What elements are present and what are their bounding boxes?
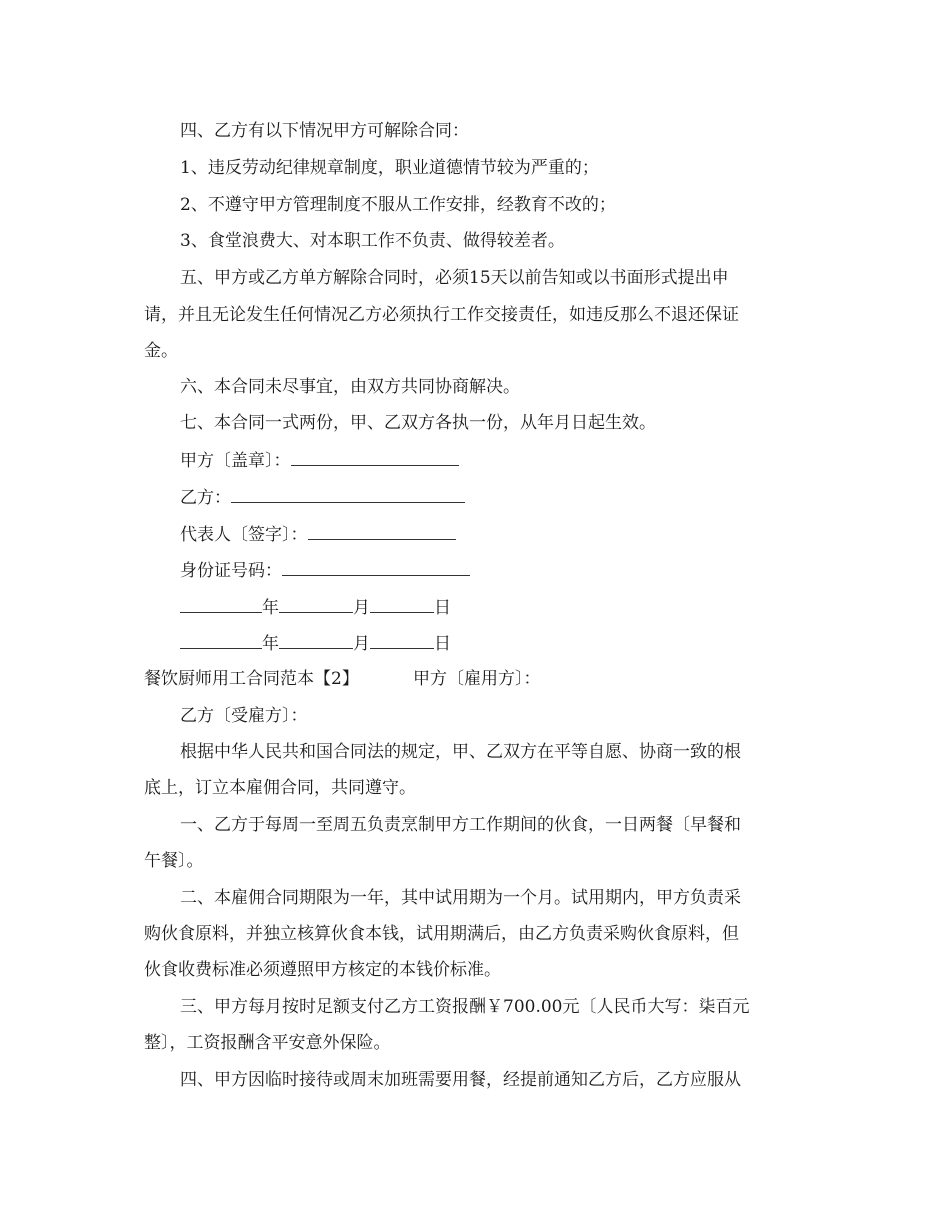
date-line-1: [180, 596, 451, 619]
sign-party-a-label: 甲方〔盖章〕：: [180, 451, 291, 471]
clause1-line-2: 午餐〕。: [144, 851, 204, 871]
id-number-blank: [282, 559, 470, 576]
clause1-line-1: 一、乙方于每周一至周五负责烹制甲方工作期间的伙食，一日两餐〔早餐和: [180, 815, 741, 835]
sign-representative: [180, 523, 456, 546]
day-blank: [370, 596, 434, 613]
representative-blank: [308, 523, 456, 540]
contract2-employee: 乙方〔受雇方〕：: [180, 706, 308, 726]
clause3-line-2: 整〕，工资报酬含平安意外保险。: [144, 1033, 391, 1053]
section4-item-2: 2、不遵守甲方管理制度不服从工作安排，经教育不改的；: [180, 195, 616, 215]
section5-line-2: 请，并且无论发生任何情况乙方必须执行工作交接责任，如违反那么不退还保证: [144, 305, 739, 325]
section4-item-3: 3、食堂浪费大、对本职工作不负责、做得较差者。: [180, 231, 565, 251]
preamble-line-2: 底上，订立本雇佣合同，共同遵守。: [144, 778, 416, 798]
month-label: 月: [353, 634, 370, 654]
contract2-employer: 甲方〔雇用方〕：: [413, 669, 541, 689]
year-blank: [180, 596, 262, 613]
clause2-line-3: 伙食收费标准必须遵照甲方核定的本钱价标准。: [144, 960, 501, 980]
year-label: 年: [262, 598, 279, 618]
day-label: 日: [434, 634, 451, 654]
contract2-heading: 餐饮厨师用工合同范本【2】: [144, 669, 359, 689]
sign-id-number: [180, 559, 470, 582]
date-line-2: [180, 632, 451, 655]
clause2-line-1: 二、本雇佣合同期限为一年，其中试用期为一个月。试用期内，甲方负责采: [180, 888, 741, 908]
day-label: 日: [434, 598, 451, 618]
clause3-line-1: 三、甲方每月按时足额支付乙方工资报酬￥700.00元〔人民币大写：柒百元: [180, 997, 750, 1017]
preamble-line-1: 根据中华人民共和国合同法的规定，甲、乙双方在平等自愿、协商一致的根: [180, 742, 741, 762]
sign-representative-label: 代表人〔签字〕：: [180, 525, 308, 545]
party-a-blank: [291, 449, 459, 466]
month-label: 月: [353, 598, 370, 618]
section5-line-3: 金。: [144, 341, 178, 361]
section4-title: 四、乙方有以下情况甲方可解除合同：: [180, 121, 469, 141]
day-blank: [370, 632, 434, 649]
sign-id-number-label: 身份证号码：: [180, 561, 282, 581]
section4-item-1: 1、违反劳动纪律规章制度，职业道德情节较为严重的；: [180, 158, 599, 178]
month-blank: [279, 632, 353, 649]
section6: 六、本合同未尽事宜，由双方共同协商解决。: [180, 377, 520, 397]
year-label: 年: [262, 634, 279, 654]
section5-line-1: 五、甲方或乙方单方解除合同时，必须15天以前告知或以书面形式提出申: [180, 268, 729, 288]
sign-party-b-label: 乙方：: [180, 488, 231, 508]
party-b-blank: [231, 486, 465, 503]
year-blank: [180, 632, 262, 649]
sign-party-a: [180, 449, 459, 472]
clause2-line-2: 购伙食原料，并独立核算伙食本钱，试用期满后，由乙方负责采购伙食原料，但: [144, 924, 739, 944]
sign-party-b: [180, 486, 465, 509]
clause4-line-1: 四、甲方因临时接待或周末加班需要用餐，经提前通知乙方后，乙方应服从: [180, 1070, 741, 1090]
month-blank: [279, 596, 353, 613]
section7: 七、本合同一式两份，甲、乙双方各执一份，从年月日起生效。: [180, 413, 656, 433]
